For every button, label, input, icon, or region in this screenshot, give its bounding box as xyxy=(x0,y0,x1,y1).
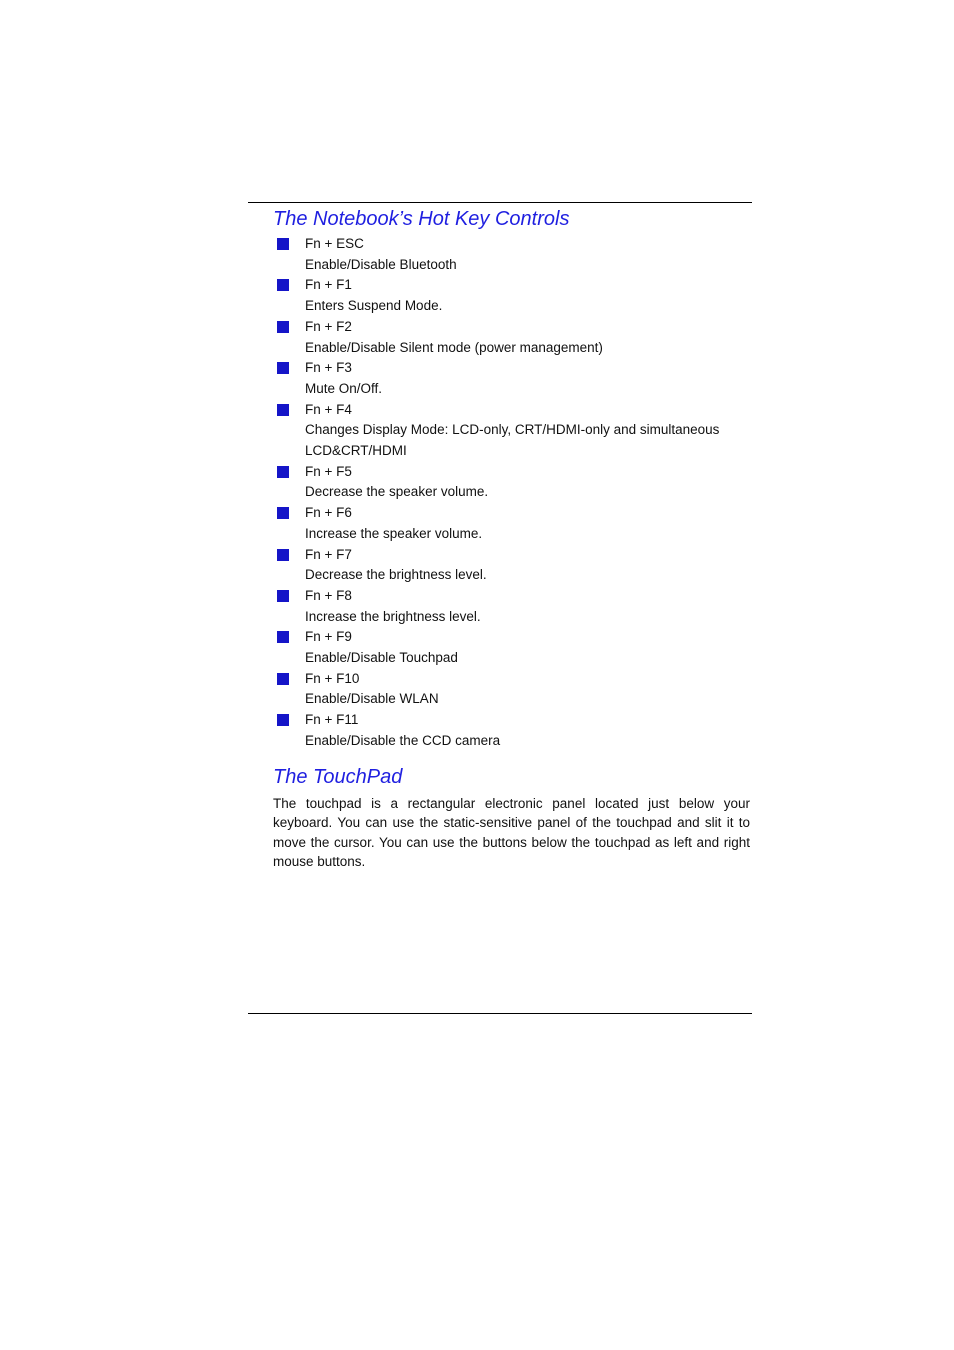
hotkey-combo: Fn + F9 xyxy=(305,629,352,645)
top-divider xyxy=(248,202,752,203)
square-bullet-icon xyxy=(277,590,289,602)
hotkey-description: Enable/Disable WLAN xyxy=(305,691,439,707)
square-bullet-icon xyxy=(277,673,289,685)
hotkey-description: Enable/Disable Silent mode (power management) xyxy=(305,339,603,355)
touchpad-section-title: The TouchPad xyxy=(273,765,403,788)
hotkey-combo: Fn + ESC xyxy=(305,236,364,251)
hotkey-description: Changes Display Mode: LCD-only, CRT/HDMI-only and simultaneous LCD&CRT/HDMI xyxy=(305,422,720,459)
hotkey-description: Enable/Disable Bluetooth xyxy=(305,256,457,272)
square-bullet-icon xyxy=(277,362,289,374)
hotkey-item xyxy=(273,234,750,275)
square-bullet-icon xyxy=(277,714,289,726)
hotkey-item xyxy=(273,669,750,710)
bottom-divider xyxy=(248,1013,752,1014)
hotkey-item xyxy=(273,400,750,462)
hotkey-section-title: The Notebook’s Hot Key Controls xyxy=(273,208,570,230)
hotkey-combo: Fn + F8 xyxy=(305,587,352,603)
hotkey-item xyxy=(273,586,750,627)
square-bullet-icon xyxy=(277,466,289,478)
hotkey-item xyxy=(273,358,750,399)
hotkey-description: Increase the brightness level. xyxy=(305,608,481,624)
hotkey-combo: Fn + F3 xyxy=(305,360,352,376)
hotkey-combo: Fn + F5 xyxy=(305,463,352,479)
square-bullet-icon xyxy=(277,238,289,250)
touchpad-paragraph: The touchpad is a rectangular electronic panel located just below your keyboard. You can use the static-sensitive panel of the touchpad and slit it to move the cursor. You can use the buttons below the touchpad as left and right mouse buttons. xyxy=(273,795,750,870)
page-content xyxy=(273,204,750,872)
hotkey-combo: Fn + F11 xyxy=(305,712,359,728)
hotkey-combo: Fn + F1 xyxy=(305,277,352,293)
hotkey-item xyxy=(273,317,750,358)
square-bullet-icon xyxy=(277,321,289,333)
hotkey-description: Enters Suspend Mode. xyxy=(305,298,443,314)
hotkey-item xyxy=(273,627,750,668)
hotkey-description: Enable/Disable the CCD camera xyxy=(305,732,501,748)
square-bullet-icon xyxy=(277,631,289,643)
hotkey-description: Decrease the brightness level. xyxy=(305,567,487,583)
square-bullet-icon xyxy=(277,404,289,416)
hotkey-list xyxy=(273,234,750,752)
hotkey-item xyxy=(273,503,750,544)
hotkey-combo: Fn + F7 xyxy=(305,546,352,562)
hotkey-combo: Fn + F4 xyxy=(305,401,352,417)
square-bullet-icon xyxy=(277,549,289,561)
hotkey-item xyxy=(273,462,750,503)
hotkey-item xyxy=(273,710,750,751)
hotkey-item xyxy=(273,545,750,586)
square-bullet-icon xyxy=(277,279,289,291)
square-bullet-icon xyxy=(277,507,289,519)
hotkey-combo: Fn + F2 xyxy=(305,318,352,334)
hotkey-combo: Fn + F10 xyxy=(305,670,360,686)
hotkey-combo: Fn + F6 xyxy=(305,505,352,521)
hotkey-item xyxy=(273,275,750,316)
hotkey-description: Mute On/Off. xyxy=(305,380,383,396)
hotkey-description: Increase the speaker volume. xyxy=(305,525,483,541)
hotkey-description: Enable/Disable Touchpad xyxy=(305,650,458,666)
hotkey-description: Decrease the speaker volume. xyxy=(305,484,489,500)
